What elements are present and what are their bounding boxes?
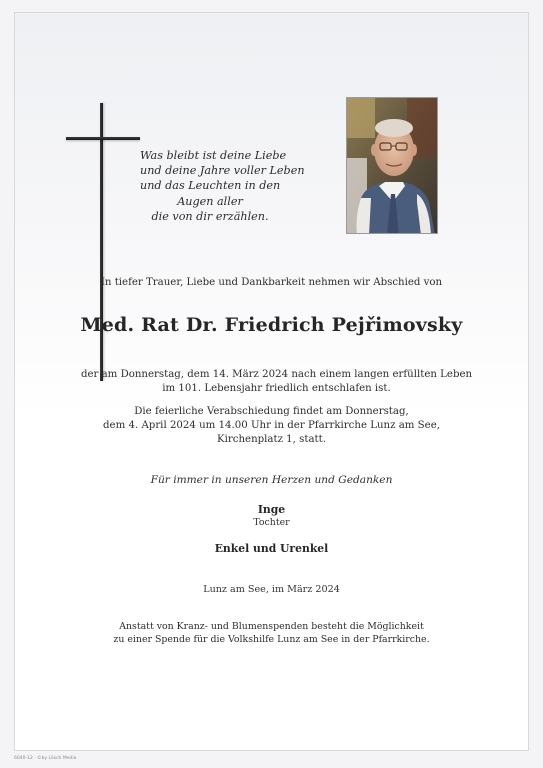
poem-line: Augen aller xyxy=(177,194,243,208)
place-date: Lunz am See, im März 2024 xyxy=(203,584,340,595)
donation-notice xyxy=(0,620,543,646)
poem-line: und deine Jahre voller Leben xyxy=(140,164,305,178)
deceased-name: Med. Rat Dr. Friedrich Pejřimovsky xyxy=(80,314,463,336)
remembrance-line: Für immer in unseren Herzen und Gedanken xyxy=(150,474,393,486)
death-notice-line: im 101. Lebensjahr friedlich entschlafen ist. xyxy=(162,383,391,395)
mourner-name: Inge xyxy=(257,503,286,516)
poem-line: die von dir erzählen. xyxy=(151,209,269,223)
death-notice-line: der am Donnerstag, dem 14. März 2024 nach einem langen erfüllten Leben xyxy=(80,369,473,380)
portrait-photo xyxy=(346,97,438,234)
mourner-relation: Tochter xyxy=(253,517,290,528)
intro-text: In tiefer Trauer, Liebe und Dankbarkeit nehmen wir Abschied von xyxy=(100,277,443,288)
portrait-image xyxy=(347,98,438,234)
cross-icon-crossbar xyxy=(66,137,140,140)
service-details xyxy=(0,405,543,448)
service-line: Kirchenplatz 1, statt. xyxy=(217,434,326,446)
poem-line: und das Leuchten in den xyxy=(140,179,281,193)
donation-line: Anstatt von Kranz- und Blumenspenden besteht die Möglichkeit xyxy=(119,621,424,632)
footer-code: 6040-12 · ©by Lösch Media xyxy=(14,756,77,761)
cross-icon xyxy=(100,103,103,381)
grandchildren-line: Enkel und Urenkel xyxy=(214,542,329,555)
poem-line: Was bleibt ist deine Liebe xyxy=(140,149,287,162)
poem xyxy=(140,148,305,224)
death-notice xyxy=(0,368,543,396)
service-line: Die feierliche Verabschiedung findet am Donnerstag, xyxy=(134,406,409,417)
service-line: dem 4. April 2024 um 14.00 Uhr in der Pfarrkirche Lunz am See, xyxy=(103,420,440,432)
donation-line: zu einer Spende für die Volkshilfe Lunz am See in der Pfarrkirche. xyxy=(113,634,430,645)
